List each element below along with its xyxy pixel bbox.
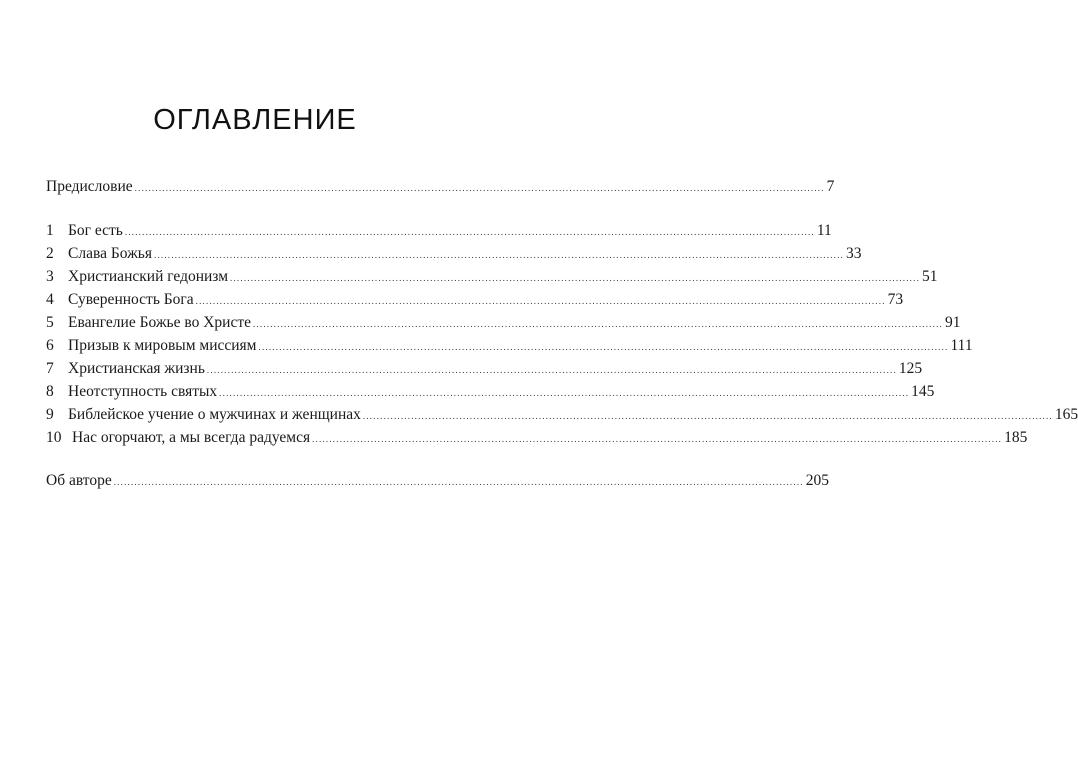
toc-entry-label: Нас огорчают, а мы всегда радуемся [72,429,311,446]
toc-entry-chapter-4 [46,290,904,310]
toc-entry-label: Суверенность Бога [68,291,194,308]
chapter-number: 3 [46,268,54,285]
chapter-number: 2 [46,245,54,262]
toc-entry-about-author [46,471,829,491]
toc-entry-label: Христианская жизнь [68,360,205,377]
toc-entry-chapter-3 [46,267,938,287]
chapter-number: 8 [46,383,54,400]
dot-leader: ........................................................................................................................................................................................................ [252,319,943,329]
toc-entry-label: Христианский гедонизм [68,268,229,285]
toc-entry-label: Об авторе [46,472,112,489]
dot-leader: ........................................................................................................................................................................................................ [206,365,897,375]
dot-leader: ........................................................................................................................................................................................................ [219,388,910,398]
toc-entry-label: Бог есть [68,222,123,239]
dot-leader: ........................................................................................................................................................................................................ [124,227,815,237]
toc-entry-label: Неотступность святых [68,383,218,400]
toc-entry-label: Призыв к мировым миссиям [68,337,257,354]
toc-page-number: 111 [950,337,973,354]
dot-leader: ........................................................................................................................................................................................................ [362,411,1053,421]
toc-page-number: 73 [887,291,904,308]
toc-entry-chapter-10 [46,428,1028,448]
chapter-number: 10 [46,429,62,446]
toc-page-number: 91 [944,314,961,331]
chapter-number: 7 [46,360,54,377]
toc-entry-label: Слава Божья [68,245,152,262]
toc-page-number: 165 [1054,406,1078,423]
chapter-number: 1 [46,222,54,239]
toc-page-number: 7 [826,178,835,195]
toc-entry-chapter-5 [46,313,961,333]
toc-entry-label: Евангелие Божье во Христе [68,314,251,331]
page-title: ОГЛАВЛЕНИЕ [153,104,357,136]
toc-page-number: 125 [898,360,923,377]
chapter-number: 4 [46,291,54,308]
chapter-number: 9 [46,406,54,423]
dot-leader: ........................................................................................................................................................................................................ [195,296,886,306]
toc-entry-chapter-9 [46,405,1078,425]
dot-leader: ........................................................................................................................................................................................................ [230,273,921,283]
dot-leader: ........................................................................................................................................................................................................ [258,342,949,352]
toc-entry-chapter-1 [46,221,832,241]
toc-entry-preface [46,177,835,197]
toc-page-number: 205 [805,472,829,489]
toc-entry-chapter-6 [46,336,973,356]
dot-leader: ........................................................................................................................................................................................................ [113,477,804,487]
toc-page-number: 185 [1004,429,1028,446]
toc-entry-chapter-7 [46,359,923,379]
toc-entry-label: Библейское учение о мужчинах и женщинах [68,406,361,423]
toc-page-number: 33 [846,245,862,262]
dot-leader: ........................................................................................................................................................................................................ [312,434,1003,444]
toc-entry-chapter-8 [46,382,935,402]
dot-leader: ........................................................................................................................................................................................................ [134,183,825,193]
toc-page-number: 11 [816,222,832,239]
toc-entry-label: Предисловие [46,178,133,195]
toc-page-number: 145 [911,383,935,400]
toc-entry-chapter-2 [46,244,862,264]
dot-leader: ........................................................................................................................................................................................................ [154,250,844,260]
toc-page-number: 51 [922,268,938,285]
chapter-number: 6 [46,337,54,354]
chapter-number: 5 [46,314,54,331]
